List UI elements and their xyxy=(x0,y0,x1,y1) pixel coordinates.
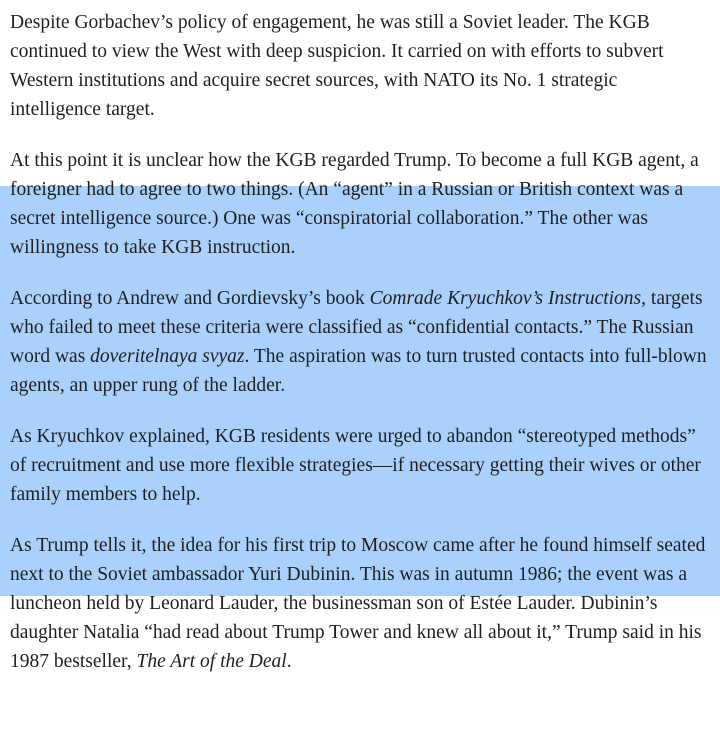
paragraph-2-selected-text: (An “agent” in a Russian or British context was a secret intelligence source.) One was “conspiratorial collaboration.” The other was willingness to take KGB instruction. xyxy=(10,179,684,258)
paragraph-3-text-a: According to Andrew and Gordievsky’s book xyxy=(10,288,370,309)
paragraph-1 xyxy=(10,8,710,124)
paragraph-5-end: . xyxy=(286,651,292,672)
article-body xyxy=(10,8,710,676)
paragraph-2-text: At this point it is unclear how the KGB regarded Trump. To become a full KGB agent, a foreigner had to agree to two things. xyxy=(10,150,699,200)
paragraph-1-text: Despite Gorbachev’s policy of engagement, he was still a Soviet leader. The KGB continued to view the West with deep suspicion. It carried on with efforts to subvert Western institutions and acquire secret sources, with NATO its No. 1 strategic intelligence target. xyxy=(10,12,664,120)
paragraph-3-text-b: , targets who failed to meet these criteria were classified as “confidential contacts.” The Russian word was xyxy=(10,288,703,367)
paragraph-5-text: This was in autumn 1986; the event was a luncheon held by Leonard Lauder, the businessman son of Estée Lauder. Dubinin’s daughter Natalia “had read about Trump Tower and knew all about it,” Trump said in his 1987 bestseller, xyxy=(10,564,702,672)
book-title-art-of-the-deal: The Art of the Deal xyxy=(136,651,287,672)
paragraph-3-text-c: . The aspiration was to turn trusted contacts into full-blown agents, an upper rung of the ladder. xyxy=(10,346,707,396)
paragraph-2 xyxy=(10,146,710,262)
paragraph-5-selected-text: As Trump tells it, the idea for his first trip to Moscow came after he found himself seated next to the Soviet ambassador Yuri Dubinin. xyxy=(10,535,706,585)
paragraph-4-text: As Kryuchkov explained, KGB residents were urged to abandon “stereotyped methods” of recruitment and use more flexible strategies—if necessary getting their wives or other family members to help. xyxy=(10,426,701,505)
russian-term: doveritelnaya svyaz xyxy=(90,346,245,367)
paragraph-3 xyxy=(10,284,710,400)
book-title-comrade-kryuchkov: Comrade Kryuchkov’s Instructions xyxy=(369,288,642,309)
paragraph-4 xyxy=(10,422,710,509)
paragraph-5 xyxy=(10,531,710,676)
